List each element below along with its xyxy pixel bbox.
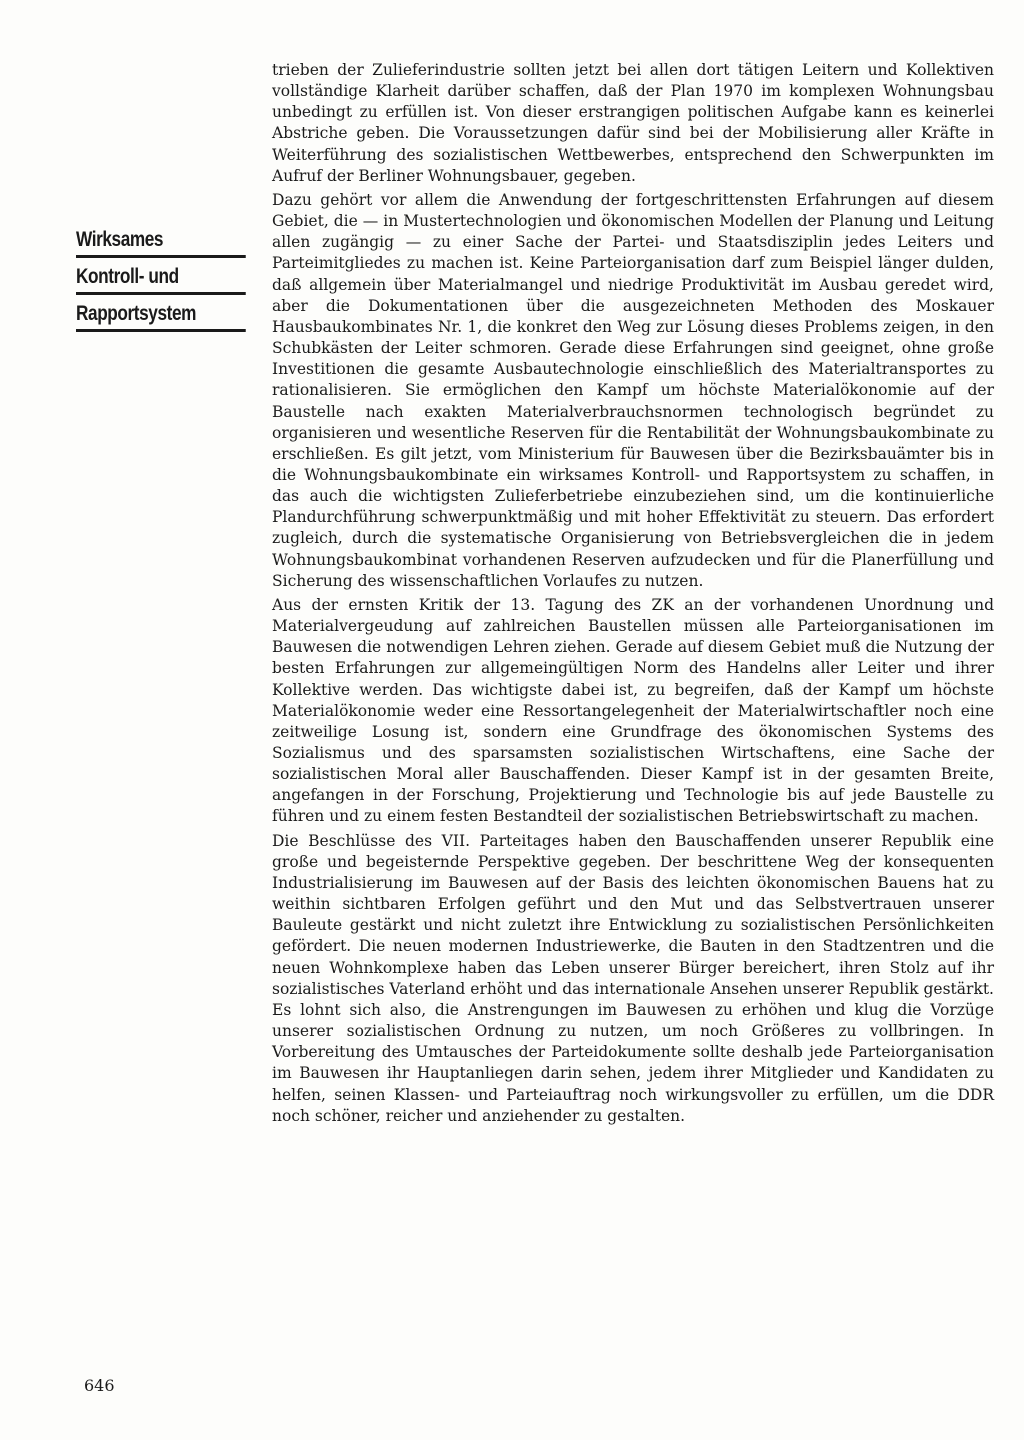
marginal-heading-line-1: Wirksames: [76, 224, 246, 258]
marginal-heading-line-3: Rapportsystem: [76, 298, 246, 332]
marginal-heading-line-2: Kontroll- und: [76, 261, 246, 295]
page-number: 646: [84, 1376, 115, 1395]
paragraph-4: Die Beschlüsse des VII. Parteitages haben den Bauschaffenden unserer Republik eine große und begeisternde Perspektive gegeben. Der beschrittene Weg der konsequenten Industrialisierung im Bauwesen auf der Basis des leichten ökonomischen Bauens hat zu weithin sichtbaren Erfolgen geführt und den Mut und das Selbstvertrauen unserer Bauleute gestärkt und nicht zuletzt ihre Entwicklung zu sozialistischen Persönlichkeiten gefördert. Die neuen modernen Industriewerke, die Bauten in den Stadtzentren und die neuen Wohnkomplexe haben das Leben unserer Bürger bereichert, ihren Stolz auf ihr sozialistisches Vaterland erhöht und das internationale Ansehen unserer Republik gestärkt. Es lohnt sich also, die Anstrengungen im Bauwesen zu erhöhen und klug die Vorzüge unserer sozialistischen Ordnung zu nutzen, um noch Größeres zu vollbringen. In Vorbereitung des Umtausches der Parteidokumente sollte deshalb jede Parteiorganisation im Bauwesen ihr Hauptanliegen darin sehen, jedem ihrer Mitglieder und Kandidaten zu helfen, seinen Klassen- und Parteiauftrag noch wirkungsvoller zu erfüllen, um die DDR noch schöner, reicher und anziehender zu gestalten.: [272, 831, 994, 1125]
marginal-heading: [76, 224, 246, 335]
paragraph-3: Aus der ernsten Kritik der 13. Tagung des ZK an der vorhandenen Unordnung und Materialvergeudung auf zahlreichen Baustellen müssen alle Parteiorganisationen im Bauwesen die notwendigen Lehren ziehen. Gerade auf diesem Gebiet muß die Nutzung der besten Erfahrungen zur allgemeingültigen Norm des Handelns aller Leiter und ihrer Kollektive werden. Das wichtigste dabei ist, zu begreifen, daß der Kampf um höchste Materialökonomie weder eine Ressortangelegenheit der Materialwirtschaftler noch eine zeitweilige Losung ist, sondern eine Grundfrage des ökonomischen Systems des Sozialismus und des sparsamsten sozialistischen Wirtschaftens, eine Sache der sozialistischen Moral aller Bauschaffenden. Dieser Kampf ist in der gesamten Breite, angefangen in der Forschung, Projektierung und Technologie bis auf jede Baustelle zu führen und zu einem festen Bestandteil der sozialistischen Betriebswirtschaft zu machen.: [272, 595, 994, 826]
body-text: [272, 60, 994, 1130]
paragraph-2: Dazu gehört vor allem die Anwendung der fortgeschrittensten Erfahrungen auf diesem Gebiet, die — in Mustertechnologien und ökonomischen Modellen der Planung und Leitung allen zugängig — zu einer Sache der Partei- und Staatsdisziplin jedes Leiters und Parteimitgliedes zu machen ist. Keine Parteiorganisation darf zum Beispiel länger dulden, daß allgemein über Materialmangel und niedrige Produktivität im Ausbau geredet wird, aber die Dokumentationen über die ausgezeichneten Methoden des Moskauer Hausbaukombinates Nr. 1, die konkret den Weg zur Lösung dieses Problems zeigen, in den Schubkästen der Leiter schmoren. Gerade diese Erfahrungen sind geeignet, ohne große Investitionen die gesamte Ausbautechnologie einschließlich des Materialtransportes zu rationalisieren. Sie ermöglichen den Kampf um höchste Materialökonomie auf der Baustelle nach exakten Materialverbrauchsnormen technologisch begründet zu organisieren und wesentliche Reserven für die Rentabilität der Wohnungsbaukombinate zu erschließen. Es gilt jetzt, vom Ministerium für Bauwesen über die Bezirksbauämter bis in die Wohnungsbaukombinate ein wirksames Kontroll- und Rapportsystem zu schaffen, in das auch die wichtigsten Zulieferbetriebe einzubeziehen sind, um die kontinuierliche Plandurchführung schwerpunktmäßig und mit hoher Effektivität zu steuern. Das erfordert zugleich, durch die systematische Organisierung von Betriebsvergleichen die in jedem Wohnungsbaukombinat vorhandenen Reserven aufzudecken und für die Planerfüllung und Sicherung des wissenschaftlichen Vorlaufes zu nutzen.: [272, 190, 994, 590]
paragraph-1: trieben der Zulieferindustrie sollten jetzt bei allen dort tätigen Leitern und Kollektiven vollständige Klarheit darüber schaffen, daß der Plan 1970 im komplexen Wohnungsbau unbedingt zu erfüllen ist. Von dieser erstrangigen politischen Aufgabe kann es keinerlei Abstriche geben. Die Voraussetzungen dafür sind bei der Mobilisierung aller Kräfte in Weiterführung des sozialistischen Wettbewerbes, entsprechend den Schwerpunkten im Aufruf der Berliner Wohnungsbauer, gegeben.: [272, 61, 994, 185]
